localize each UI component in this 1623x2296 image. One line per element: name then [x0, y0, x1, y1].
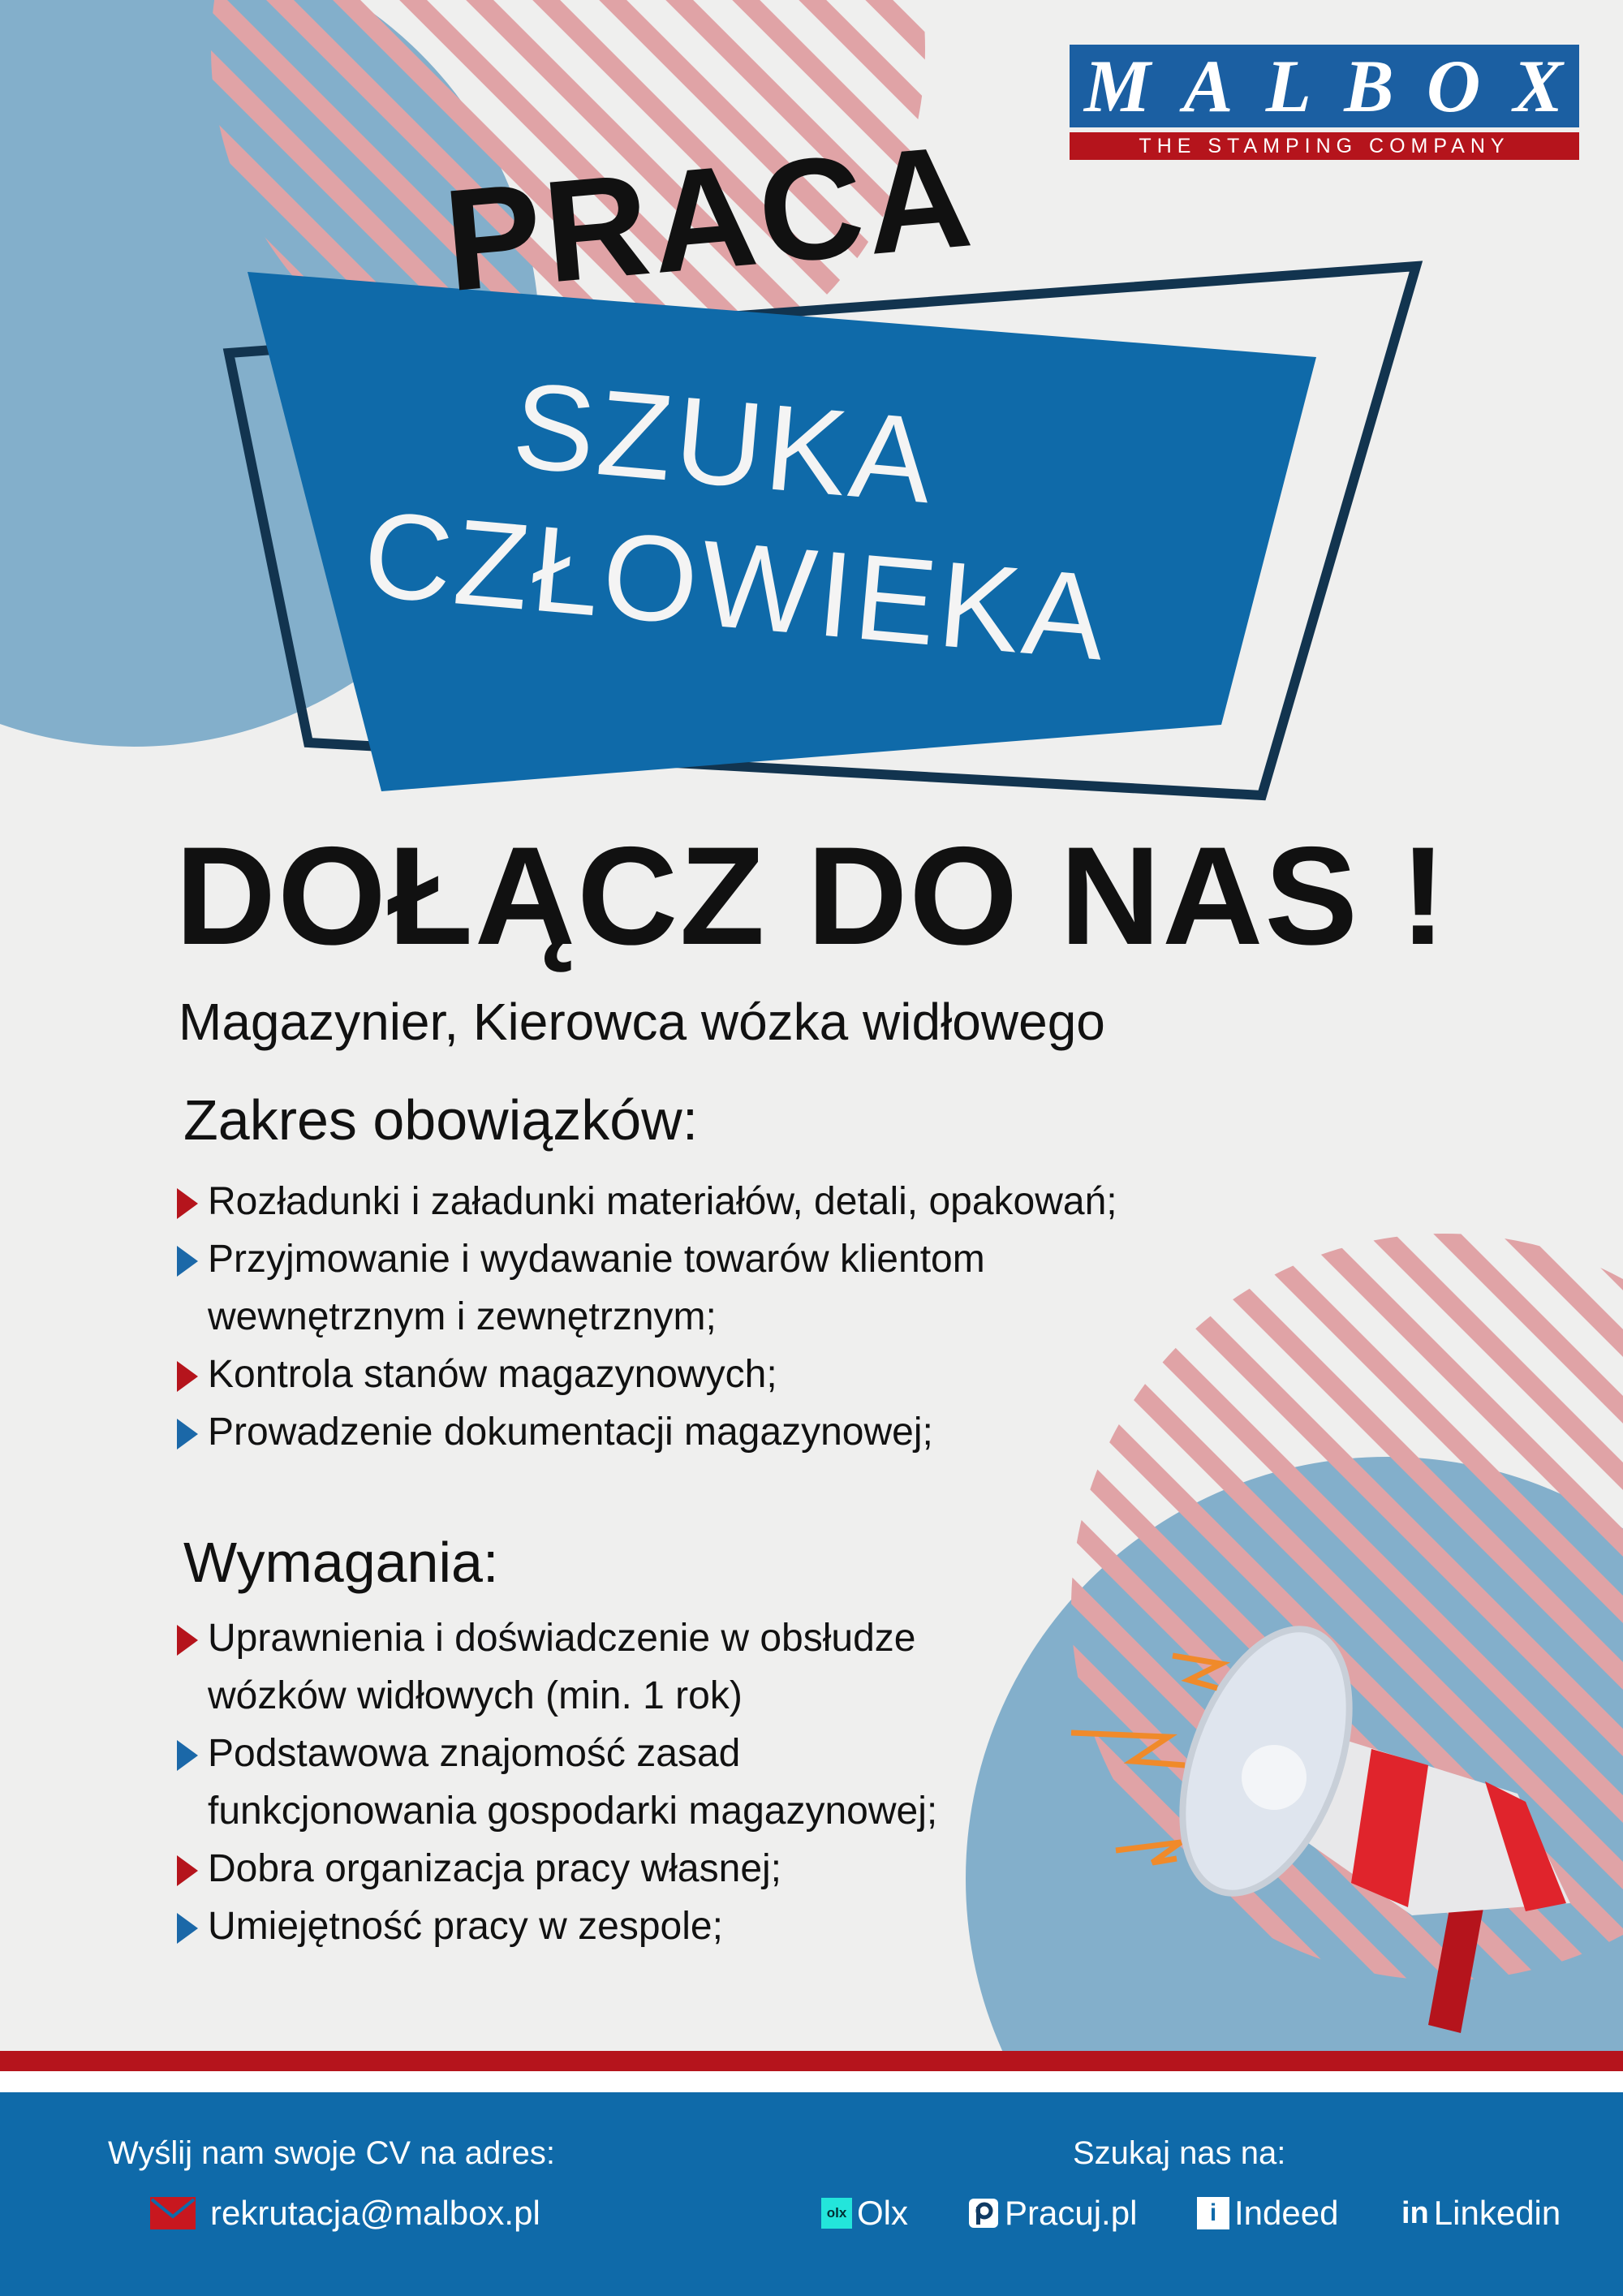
headline-szuka: SZUKA [508, 355, 941, 529]
list-item-text: wózków widłowych (min. 1 rok) [208, 1674, 743, 1717]
logo-name [1070, 45, 1579, 127]
list-item [177, 1609, 937, 1725]
list-item-text: Prowadzenie dokumentacji magazynowej; [208, 1411, 933, 1454]
email-link[interactable]: rekrutacja@malbox.pl [210, 2194, 540, 2232]
list-item-text: Kontrola stanów magazynowych; [208, 1353, 777, 1396]
list-item-text: Dobra organizacja pracy własnej; [208, 1847, 782, 1890]
logo-letter: A [1183, 45, 1235, 127]
triangle-bullet-icon [177, 1625, 198, 1656]
triangle-bullet-icon [177, 1855, 198, 1886]
logo-letter: M [1084, 45, 1152, 127]
triangle-bullet-icon [177, 1361, 198, 1392]
triangle-bullet-icon [177, 1188, 198, 1219]
pracuj-link[interactable] [967, 2194, 1137, 2233]
triangle-bullet-icon [177, 1419, 198, 1450]
requirements-heading: Wymagania: [183, 1531, 499, 1594]
pracuj-label: Pracuj.pl [1005, 2194, 1138, 2232]
requirements-list [177, 1609, 937, 1955]
envelope-icon [150, 2197, 196, 2229]
linkedin-link[interactable] [1401, 2194, 1561, 2233]
list-item [177, 1173, 1117, 1230]
linkedin-label: Linkedin [1433, 2194, 1561, 2232]
triangle-bullet-icon [177, 1740, 198, 1771]
list-item-text: wewnętrznym i zewnętrznym; [208, 1295, 717, 1338]
list-item [177, 1898, 937, 1955]
headline-praca: PRACA [438, 114, 981, 322]
join-us-title: DOŁĄCZ DO NAS ! [174, 818, 1449, 974]
list-item-text: Umiejętność pracy w zespole; [208, 1905, 723, 1948]
list-item-text: Uprawnienia i doświadczenie w obsłudze [208, 1617, 916, 1660]
list-item-text: Podstawowa znajomość zasad [208, 1732, 741, 1775]
olx-label: Olx [857, 2194, 908, 2232]
pracuj-icon [967, 2197, 1000, 2229]
olx-link[interactable] [821, 2194, 908, 2233]
logo-letter: L [1265, 45, 1313, 127]
logo-tagline: THE STAMPING COMPANY [1070, 132, 1579, 160]
list-item [177, 1725, 937, 1840]
list-item [177, 1346, 1117, 1403]
list-item [177, 1840, 937, 1898]
position-title: Magazynier, Kierowca wózka widłowego [179, 993, 1105, 1051]
list-item-text: Przyjmowanie i wydawanie towarów klientom [208, 1238, 985, 1281]
olx-icon: olx [821, 2198, 852, 2229]
email-row[interactable] [150, 2194, 540, 2233]
indeed-icon: i [1197, 2197, 1229, 2229]
logo-letter: X [1513, 45, 1565, 127]
list-item-text: funkcjonowania gospodarki magazynowej; [208, 1790, 938, 1833]
list-item [177, 1403, 1117, 1461]
triangle-bullet-icon [177, 1246, 198, 1277]
malbox-logo [1070, 45, 1579, 162]
footer-white-line [0, 2071, 1623, 2092]
footer [0, 2092, 1623, 2296]
indeed-label: Indeed [1234, 2194, 1339, 2232]
cv-label: Wyślij nam swoje CV na adres: [108, 2135, 555, 2171]
search-label: Szukaj nas na: [1073, 2135, 1286, 2171]
list-item [177, 1230, 1117, 1346]
indeed-link[interactable] [1197, 2194, 1338, 2233]
duties-list [177, 1173, 1117, 1461]
logo-letter: O [1426, 45, 1483, 127]
footer-red-line [0, 2051, 1623, 2071]
list-item-text: Rozładunki i załadunki materiałów, detali, opakowań; [208, 1180, 1117, 1223]
triangle-bullet-icon [177, 1913, 198, 1944]
logo-letter: B [1344, 45, 1396, 127]
headline-czlowieka: CZŁOWIEKA [358, 485, 1114, 687]
duties-heading: Zakres obowiązków: [183, 1088, 699, 1152]
linkedin-icon: in [1401, 2195, 1429, 2230]
